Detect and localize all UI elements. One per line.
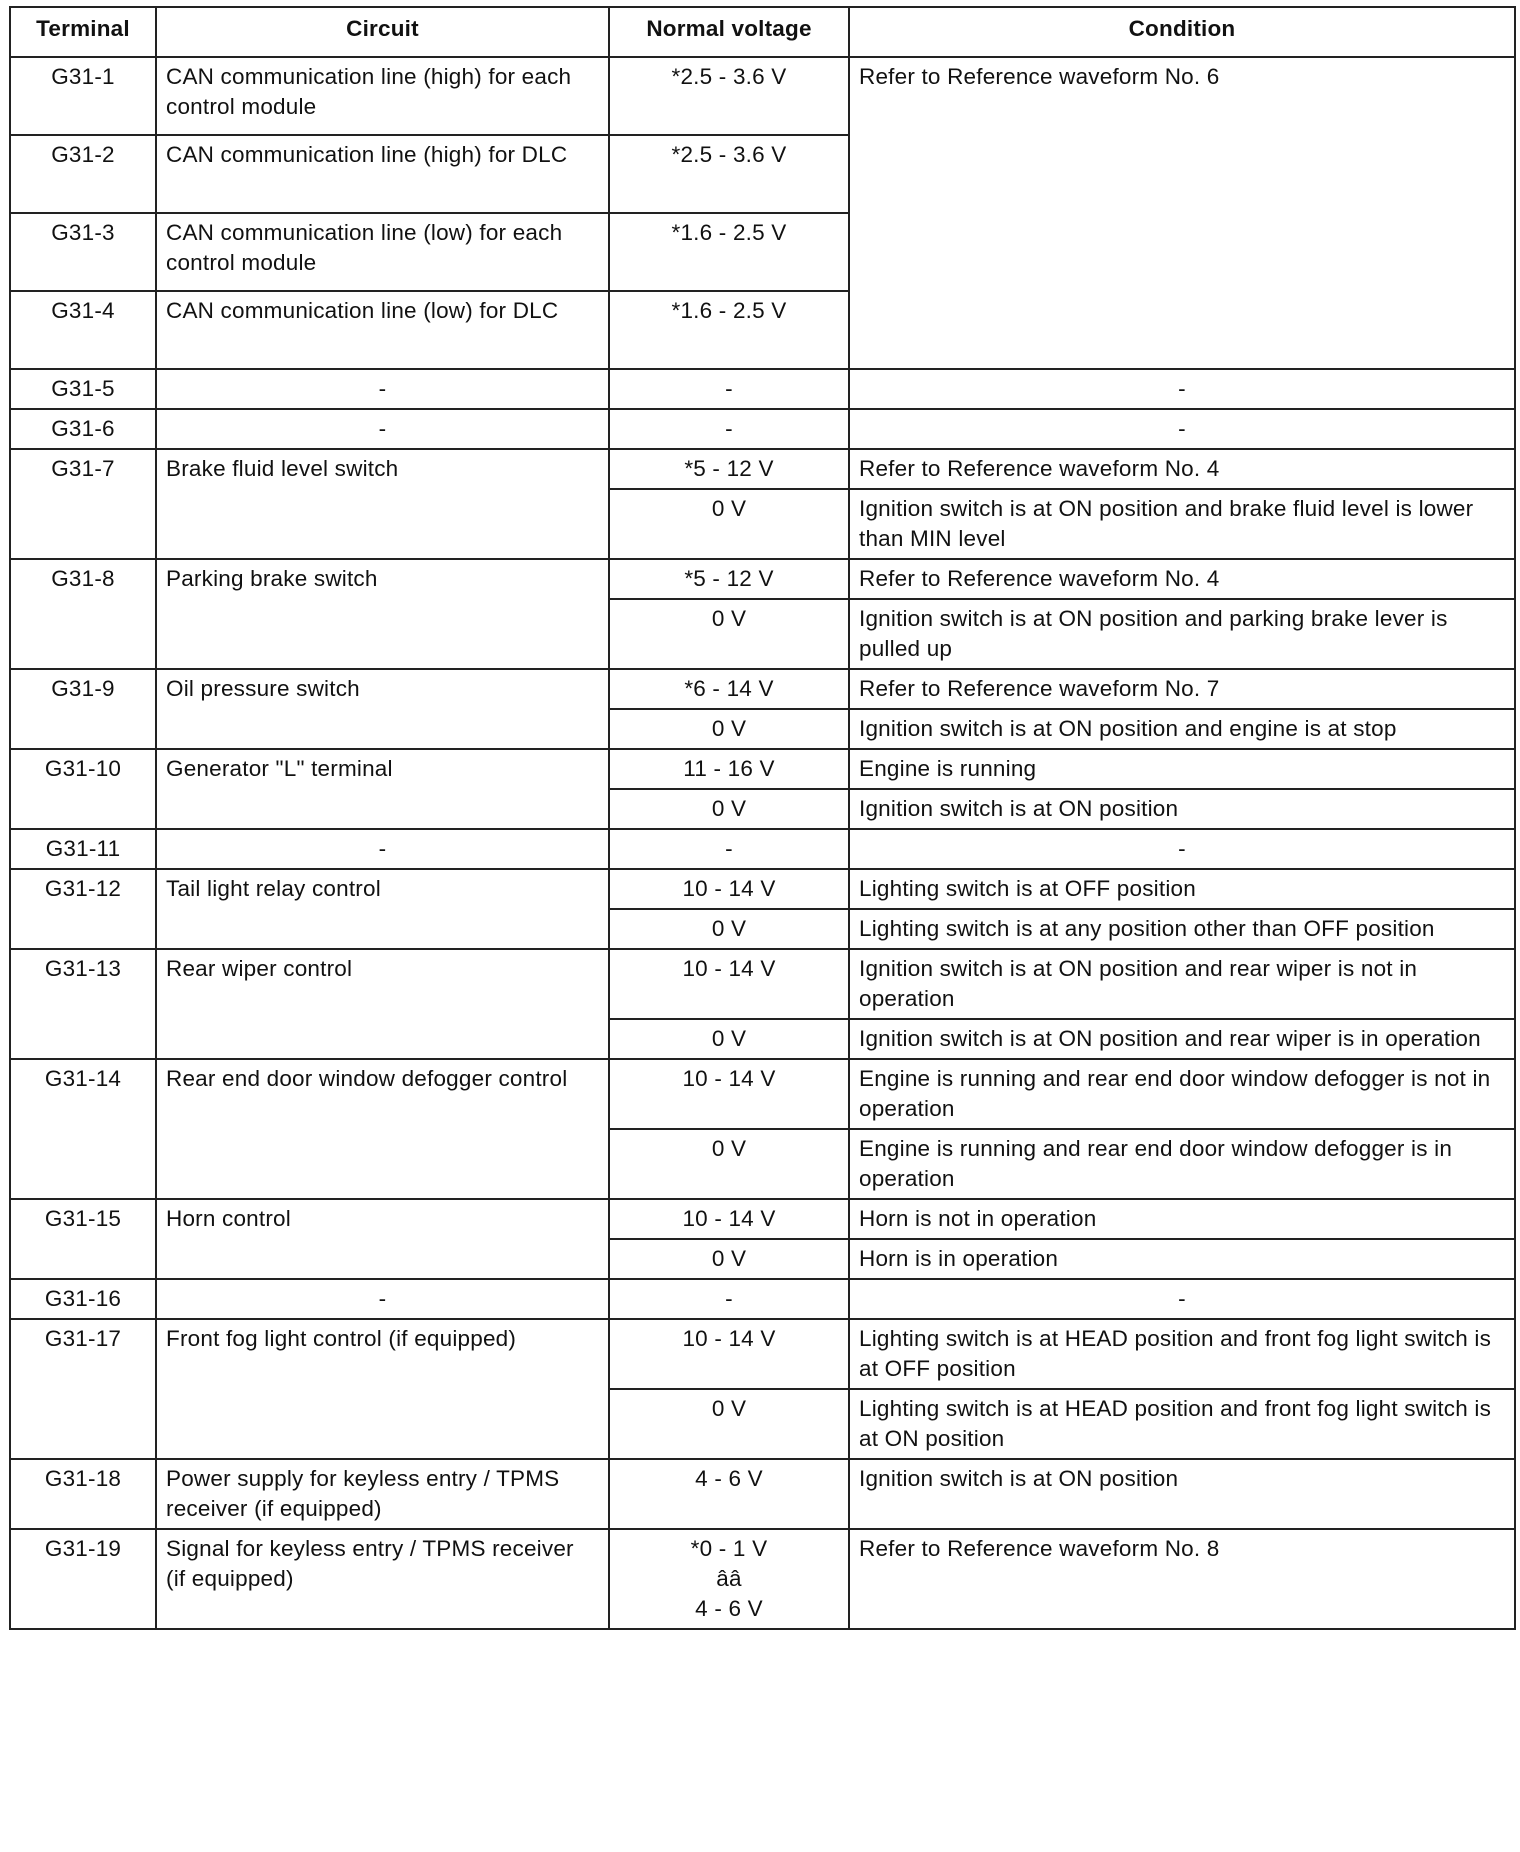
voltage-cell: *2.5 - 3.6 V xyxy=(609,57,849,135)
table-row xyxy=(10,1319,1515,1389)
terminal-cell: G31-9 xyxy=(10,669,156,749)
circuit-cell: Rear wiper control xyxy=(156,949,609,1059)
voltage-cell: *2.5 - 3.6 V xyxy=(609,135,849,213)
condition-cell: Refer to Reference waveform No. 7 xyxy=(849,669,1515,709)
condition-cell: Ignition switch is at ON position and engine is at stop xyxy=(849,709,1515,749)
voltage-cell: 10 - 14 V xyxy=(609,1199,849,1239)
circuit-cell: - xyxy=(156,1279,609,1319)
circuit-cell: Tail light relay control xyxy=(156,869,609,949)
condition-cell: Engine is running and rear end door window defogger is not in operation xyxy=(849,1059,1515,1129)
condition-cell: - xyxy=(849,369,1515,409)
voltage-cell: 10 - 14 V xyxy=(609,869,849,909)
terminal-cell: G31-13 xyxy=(10,949,156,1059)
condition-cell: Lighting switch is at HEAD position and front fog light switch is at ON position xyxy=(849,1389,1515,1459)
circuit-cell: CAN communication line (high) for DLC xyxy=(156,135,609,213)
table-row xyxy=(10,57,1515,135)
condition-cell: Lighting switch is at OFF position xyxy=(849,869,1515,909)
voltage-cell: *5 - 12 V xyxy=(609,559,849,599)
condition-cell: - xyxy=(849,1279,1515,1319)
condition-cell: Ignition switch is at ON position and rear wiper is not in operation xyxy=(849,949,1515,1019)
terminal-cell: G31-16 xyxy=(10,1279,156,1319)
table-row xyxy=(10,749,1515,789)
condition-cell: Ignition switch is at ON position and rear wiper is in operation xyxy=(849,1019,1515,1059)
voltage-cell: 4 - 6 V xyxy=(609,1459,849,1529)
voltage-cell: 10 - 14 V xyxy=(609,1059,849,1129)
terminal-voltage-table xyxy=(9,6,1516,1630)
table-row xyxy=(10,1199,1515,1239)
header-circuit: Circuit xyxy=(156,7,609,57)
condition-cell: Refer to Reference waveform No. 6 xyxy=(849,57,1515,369)
voltage-cell: 10 - 14 V xyxy=(609,949,849,1019)
condition-cell: Refer to Reference waveform No. 4 xyxy=(849,449,1515,489)
circuit-cell: Brake fluid level switch xyxy=(156,449,609,559)
header-normal-voltage: Normal voltage xyxy=(609,7,849,57)
terminal-cell: G31-4 xyxy=(10,291,156,369)
table-row xyxy=(10,559,1515,599)
table-row xyxy=(10,949,1515,1019)
circuit-cell: - xyxy=(156,829,609,869)
terminal-cell: G31-19 xyxy=(10,1529,156,1629)
voltage-cell: *5 - 12 V xyxy=(609,449,849,489)
terminal-cell: G31-15 xyxy=(10,1199,156,1279)
terminal-cell: G31-7 xyxy=(10,449,156,559)
voltage-cell: 0 V xyxy=(609,909,849,949)
voltage-cell: 0 V xyxy=(609,709,849,749)
circuit-cell: CAN communication line (low) for each control module xyxy=(156,213,609,291)
voltage-cell xyxy=(609,1529,849,1629)
circuit-cell: CAN communication line (high) for each control module xyxy=(156,57,609,135)
voltage-cell: - xyxy=(609,829,849,869)
terminal-cell: G31-11 xyxy=(10,829,156,869)
condition-cell: Lighting switch is at any position other than OFF position xyxy=(849,909,1515,949)
table-row xyxy=(10,829,1515,869)
terminal-cell: G31-1 xyxy=(10,57,156,135)
terminal-cell: G31-18 xyxy=(10,1459,156,1529)
condition-cell: Ignition switch is at ON position xyxy=(849,789,1515,829)
table-row xyxy=(10,1529,1515,1629)
voltage-cell: 0 V xyxy=(609,1239,849,1279)
circuit-cell: Rear end door window defogger control xyxy=(156,1059,609,1199)
voltage-cell: - xyxy=(609,1279,849,1319)
header-condition: Condition xyxy=(849,7,1515,57)
terminal-cell: G31-2 xyxy=(10,135,156,213)
terminal-cell: G31-14 xyxy=(10,1059,156,1199)
circuit-cell: Horn control xyxy=(156,1199,609,1279)
voltage-cell: *6 - 14 V xyxy=(609,669,849,709)
voltage-cell: 0 V xyxy=(609,489,849,559)
condition-cell: Ignition switch is at ON position xyxy=(849,1459,1515,1529)
terminal-cell: G31-3 xyxy=(10,213,156,291)
table-row xyxy=(10,1459,1515,1529)
circuit-cell: - xyxy=(156,409,609,449)
table-row xyxy=(10,869,1515,909)
voltage-cell: 0 V xyxy=(609,1389,849,1459)
condition-cell: Ignition switch is at ON position and brake fluid level is lower than MIN level xyxy=(849,489,1515,559)
condition-cell: - xyxy=(849,829,1515,869)
voltage-cell: - xyxy=(609,409,849,449)
condition-cell: Engine is running xyxy=(849,749,1515,789)
condition-cell: Lighting switch is at HEAD position and front fog light switch is at OFF position xyxy=(849,1319,1515,1389)
voltage-cell: - xyxy=(609,369,849,409)
circuit-cell: Front fog light control (if equipped) xyxy=(156,1319,609,1459)
condition-cell: Refer to Reference waveform No. 8 xyxy=(849,1529,1515,1629)
terminal-voltage-table-wrapper xyxy=(9,6,1514,1630)
table-row xyxy=(10,369,1515,409)
table-row xyxy=(10,669,1515,709)
voltage-line-low: *0 - 1 V xyxy=(690,1536,768,1561)
terminal-cell: G31-12 xyxy=(10,869,156,949)
voltage-cell: 0 V xyxy=(609,1129,849,1199)
voltage-line-high: 4 - 6 V xyxy=(695,1596,763,1621)
condition-cell: Ignition switch is at ON position and parking brake lever is pulled up xyxy=(849,599,1515,669)
terminal-cell: G31-6 xyxy=(10,409,156,449)
voltage-cell: 10 - 14 V xyxy=(609,1319,849,1389)
circuit-cell: Oil pressure switch xyxy=(156,669,609,749)
condition-cell: Horn is not in operation xyxy=(849,1199,1515,1239)
voltage-cell: 0 V xyxy=(609,1019,849,1059)
voltage-cell: 11 - 16 V xyxy=(609,749,849,789)
terminal-cell: G31-17 xyxy=(10,1319,156,1459)
voltage-cell: 0 V xyxy=(609,789,849,829)
circuit-cell: Generator "L" terminal xyxy=(156,749,609,829)
circuit-cell: CAN communication line (low) for DLC xyxy=(156,291,609,369)
circuit-cell: Signal for keyless entry / TPMS receiver (if equipped) xyxy=(156,1529,609,1629)
table-row xyxy=(10,1059,1515,1129)
header-terminal: Terminal xyxy=(10,7,156,57)
condition-cell: - xyxy=(849,409,1515,449)
circuit-cell: Power supply for keyless entry / TPMS receiver (if equipped) xyxy=(156,1459,609,1529)
voltage-line-arrows: ââ xyxy=(716,1566,742,1591)
table-row xyxy=(10,409,1515,449)
voltage-cell: 0 V xyxy=(609,599,849,669)
voltage-cell: *1.6 - 2.5 V xyxy=(609,291,849,369)
voltage-cell: *1.6 - 2.5 V xyxy=(609,213,849,291)
table-header-row xyxy=(10,7,1515,57)
condition-cell: Refer to Reference waveform No. 4 xyxy=(849,559,1515,599)
table-row xyxy=(10,449,1515,489)
table-row xyxy=(10,1279,1515,1319)
condition-cell: Horn is in operation xyxy=(849,1239,1515,1279)
terminal-cell: G31-10 xyxy=(10,749,156,829)
terminal-cell: G31-5 xyxy=(10,369,156,409)
circuit-cell: - xyxy=(156,369,609,409)
terminal-cell: G31-8 xyxy=(10,559,156,669)
circuit-cell: Parking brake switch xyxy=(156,559,609,669)
condition-cell: Engine is running and rear end door window defogger is in operation xyxy=(849,1129,1515,1199)
